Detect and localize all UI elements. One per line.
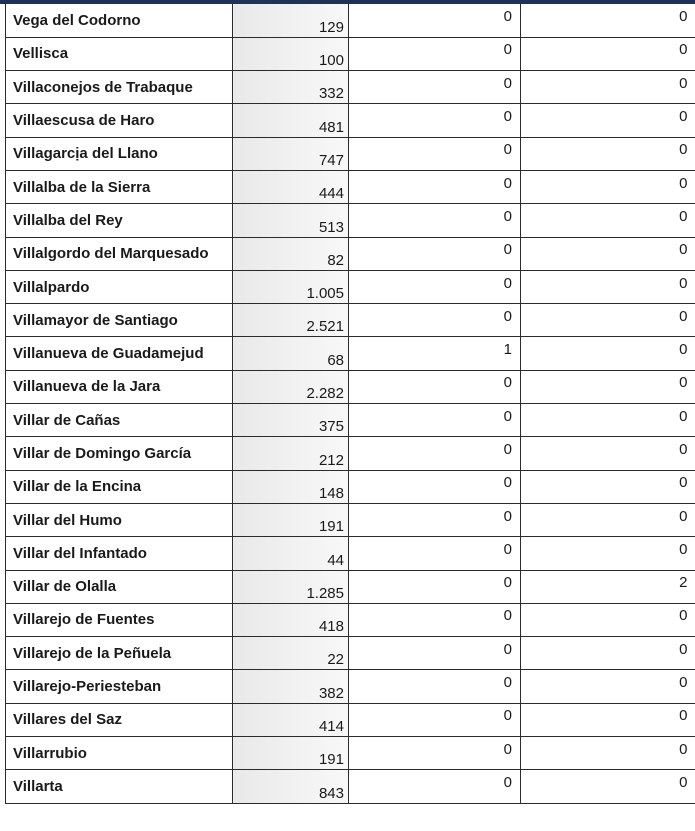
value-a-cell: 0 (349, 37, 521, 70)
municipality-name-cell: Villar del Humo (6, 503, 233, 536)
value-a-cell: 0 (349, 370, 521, 403)
value-a-cell: 0 (349, 503, 521, 536)
value-b-cell: 0 (521, 204, 695, 237)
table-row (6, 637, 695, 670)
population-cell: 191 (233, 503, 349, 536)
municipality-name-cell: Villar de Domingo García (6, 437, 233, 470)
population-cell: 44 (233, 537, 349, 570)
value-b-cell: 0 (521, 304, 695, 337)
municipality-name-cell: Vega del Codorno (6, 4, 233, 37)
value-a-cell: 0 (349, 270, 521, 303)
table-row (6, 703, 695, 736)
value-b-cell: 0 (521, 37, 695, 70)
municipality-name-cell: Villar del Infantado (6, 537, 233, 570)
population-cell: 1.005 (233, 270, 349, 303)
value-b-cell: 0 (521, 637, 695, 670)
table-row (6, 304, 695, 337)
municipality-name-cell: Villaconejos de Trabaque (6, 71, 233, 104)
value-b-cell: 0 (521, 104, 695, 137)
value-a-cell: 0 (349, 104, 521, 137)
value-a-cell: 0 (349, 570, 521, 603)
table-row (6, 503, 695, 536)
value-a-cell: 0 (349, 4, 521, 37)
table-row (6, 71, 695, 104)
population-cell: 375 (233, 404, 349, 437)
value-b-cell: 0 (521, 71, 695, 104)
table-row (6, 570, 695, 603)
value-a-cell: 0 (349, 137, 521, 170)
value-a-cell: 0 (349, 670, 521, 703)
value-a-cell: 0 (349, 703, 521, 736)
table-row (6, 137, 695, 170)
value-b-cell: 0 (521, 337, 695, 370)
table-row (6, 404, 695, 437)
table-row (6, 170, 695, 203)
value-b-cell: 0 (521, 170, 695, 203)
population-cell: 332 (233, 71, 349, 104)
table-row (6, 204, 695, 237)
municipality-name-cell: Villarejo de la Peñuela (6, 637, 233, 670)
value-a-cell: 0 (349, 470, 521, 503)
value-b-cell: 0 (521, 737, 695, 770)
municipality-name-cell: Villares del Saz (6, 703, 233, 736)
table-row (6, 603, 695, 636)
table-row (6, 470, 695, 503)
value-a-cell: 0 (349, 537, 521, 570)
municipality-name-cell: Villamayor de Santiago (6, 304, 233, 337)
population-cell: 148 (233, 470, 349, 503)
population-cell: 843 (233, 770, 349, 803)
municipality-name-cell: Villanueva de Guadamejud (6, 337, 233, 370)
value-a-cell: 0 (349, 603, 521, 636)
municipality-name-cell: Villarejo de Fuentes (6, 603, 233, 636)
population-cell: 444 (233, 170, 349, 203)
value-a-cell: 0 (349, 204, 521, 237)
value-a-cell: 0 (349, 770, 521, 803)
table-row (6, 370, 695, 403)
value-b-cell: 0 (521, 137, 695, 170)
value-a-cell: 0 (349, 637, 521, 670)
table-row (6, 537, 695, 570)
municipality-name-cell: Villagarcịa del Llano (6, 137, 233, 170)
population-cell: 212 (233, 437, 349, 470)
value-a-cell: 0 (349, 304, 521, 337)
value-b-cell: 0 (521, 4, 695, 37)
municipality-name-cell: Villalgordo del Marquesado (6, 237, 233, 270)
population-cell: 414 (233, 703, 349, 736)
municipality-name-cell: Villalba de la Sierra (6, 170, 233, 203)
value-b-cell: 0 (521, 270, 695, 303)
value-a-cell: 0 (349, 737, 521, 770)
municipality-name-cell: Vellisca (6, 37, 233, 70)
value-b-cell: 0 (521, 603, 695, 636)
table-row (6, 737, 695, 770)
municipality-name-cell: Villalba del Rey (6, 204, 233, 237)
population-cell: 2.521 (233, 304, 349, 337)
population-cell: 382 (233, 670, 349, 703)
table-body (6, 4, 695, 803)
value-b-cell: 0 (521, 503, 695, 536)
table-row (6, 770, 695, 803)
municipality-name-cell: Villar de la Encina (6, 470, 233, 503)
table-row (6, 104, 695, 137)
table-row (6, 270, 695, 303)
population-cell: 418 (233, 603, 349, 636)
municipality-name-cell: Villar de Cañas (6, 404, 233, 437)
municipality-name-cell: Villar de Olalla (6, 570, 233, 603)
population-cell: 513 (233, 204, 349, 237)
value-a-cell: 0 (349, 71, 521, 104)
population-cell: 1.285 (233, 570, 349, 603)
value-a-cell: 0 (349, 237, 521, 270)
table-row (6, 437, 695, 470)
value-b-cell: 0 (521, 237, 695, 270)
value-a-cell: 0 (349, 437, 521, 470)
population-cell: 129 (233, 4, 349, 37)
population-cell: 481 (233, 104, 349, 137)
value-b-cell: 0 (521, 770, 695, 803)
municipality-name-cell: Villarta (6, 770, 233, 803)
value-a-cell: 0 (349, 404, 521, 437)
value-a-cell: 1 (349, 337, 521, 370)
table-row (6, 237, 695, 270)
table-row (6, 4, 695, 37)
value-b-cell: 2 (521, 570, 695, 603)
municipality-name-cell: Villalpardo (6, 270, 233, 303)
population-cell: 82 (233, 237, 349, 270)
table-row (6, 337, 695, 370)
population-cell: 2.282 (233, 370, 349, 403)
municipality-name-cell: Villaescusa de Haro (6, 104, 233, 137)
population-cell: 100 (233, 37, 349, 70)
municipality-name-cell: Villarejo-Periesteban (6, 670, 233, 703)
municipality-name-cell: Villarrubio (6, 737, 233, 770)
table-row (6, 37, 695, 70)
municipality-table (5, 4, 695, 804)
value-b-cell: 0 (521, 404, 695, 437)
value-b-cell: 0 (521, 470, 695, 503)
population-cell: 191 (233, 737, 349, 770)
value-a-cell: 0 (349, 170, 521, 203)
table-row (6, 670, 695, 703)
population-cell: 747 (233, 137, 349, 170)
value-b-cell: 0 (521, 670, 695, 703)
value-b-cell: 0 (521, 437, 695, 470)
value-b-cell: 0 (521, 703, 695, 736)
value-b-cell: 0 (521, 537, 695, 570)
population-cell: 68 (233, 337, 349, 370)
municipality-name-cell: Villanueva de la Jara (6, 370, 233, 403)
value-b-cell: 0 (521, 370, 695, 403)
population-cell: 22 (233, 637, 349, 670)
